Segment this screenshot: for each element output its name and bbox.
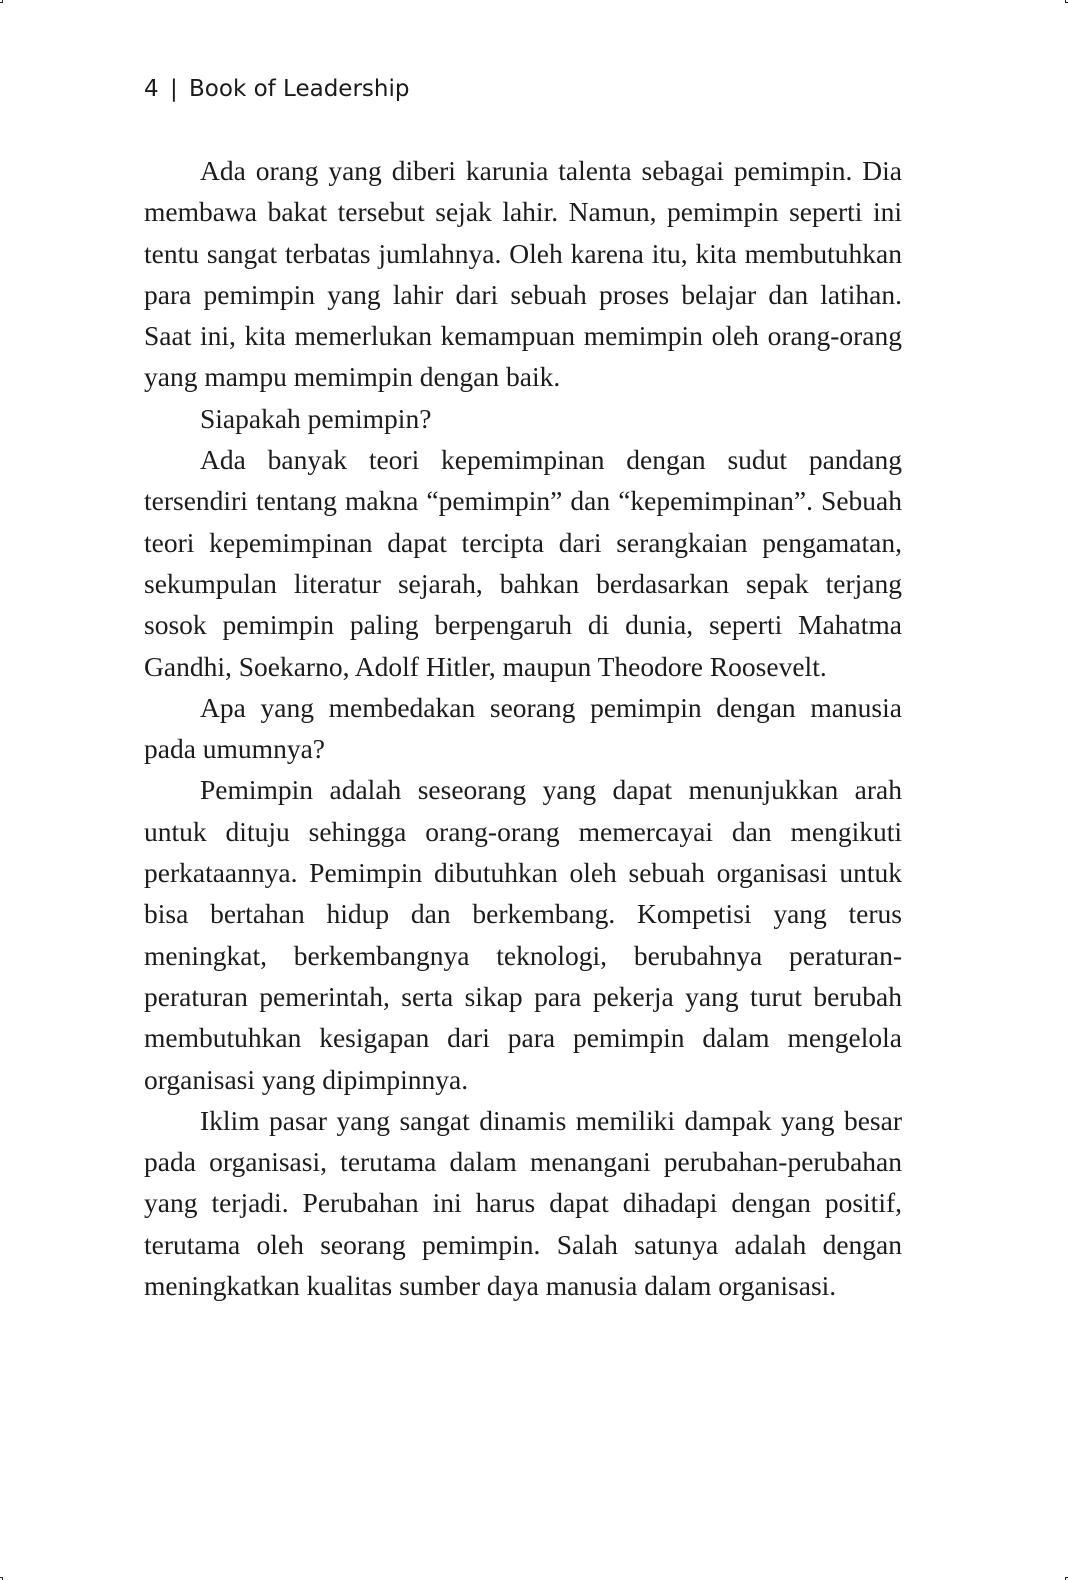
paragraph: Siapakah pemimpin? xyxy=(200,402,432,434)
paragraph: Ada orang yang diberi karunia talenta sebagai pemimpin. Dia membawa bakat tersebut sejak lahir. Namun, pemimpin seperti ini tentu sangat terbatas jumlahnya. Oleh karena itu, kita membutuhkan para pemimpin yang lahir dari sebuah proses belajar dan latihan. Saat ini, kita memerlukan kemampuan memimpin oleh orang-orang yang mampu memimpin dengan baik. xyxy=(144,155,902,393)
running-head-separator: | xyxy=(169,76,178,102)
body-text xyxy=(144,150,902,1306)
paragraph: Iklim pasar yang sangat dinamis memiliki dampak yang besar pada organisasi, terutama dalam menangani perubahan-perubahan yang terjadi. Perubahan ini harus dapat dihadapi dengan positif, terutama oleh seorang pemimpin. Salah satunya adalah dengan meningkatkan kualitas sumber daya manusia dalam organisasi. xyxy=(144,1104,902,1302)
running-head xyxy=(144,76,409,102)
paragraph: Ada banyak teori kepemimpinan dengan sudut pandang tersendiri tentang makna “pemimpin” dan “kepemimpinan”. Sebuah teori kepemimpinan dapat tercipta dari serangkaian pengamatan, sekumpulan literatur sejarah, bahkan berdasarkan sepak terjang sosok pemimpin paling berpengaruh di dunia, seperti Mahatma Gandhi, Soekarno, Adolf Hitler, maupun Theodore Roosevelt. xyxy=(144,444,902,682)
page-number: 4 xyxy=(144,76,159,102)
paragraph: Pemimpin adalah seseorang yang dapat menunjukkan arah untuk dituju sehingga orang-orang memercayai dan mengikuti perkataannya. Pemimpin dibutuhkan oleh sebuah organisasi untuk bisa bertahan hidup dan berkembang. Kompetisi yang terus meningkat, berkembangnya teknologi, berubahnya peraturan-peraturan pemerintah, serta sikap para pekerja yang turut berubah membutuhkan kesigapan dari para pemimpin dalam mengelola organisasi yang dipimpinnya. xyxy=(144,774,902,1095)
book-title: Book of Leadership xyxy=(189,76,410,102)
paragraph: Apa yang membedakan seorang pemimpin dengan manusia pada umumnya? xyxy=(144,691,902,765)
crop-mark-top-left xyxy=(0,0,3,3)
